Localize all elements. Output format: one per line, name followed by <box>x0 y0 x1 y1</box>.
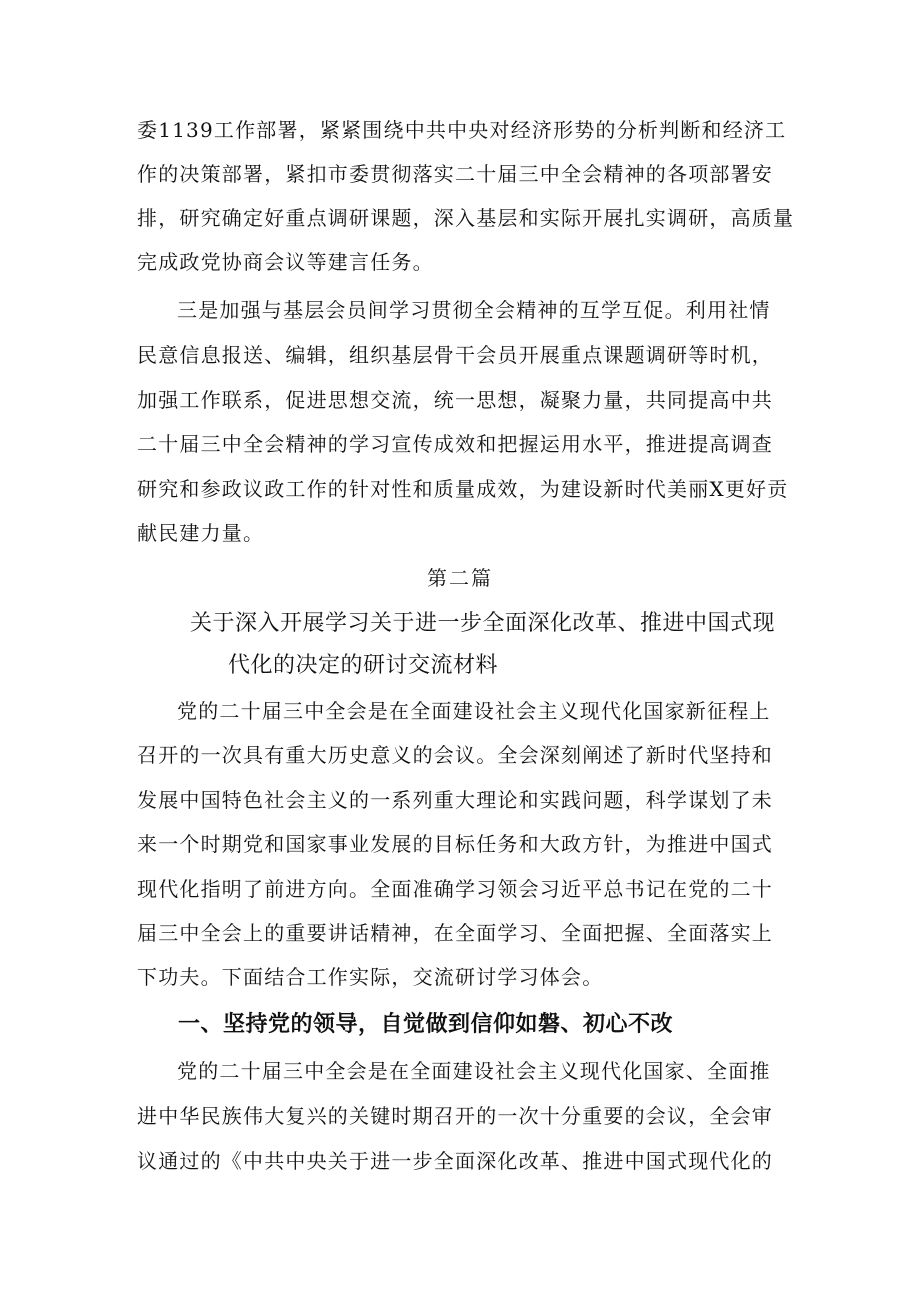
paragraph-line: 排，研究确定好重点调研课题，深入基层和实际开展扎实调研，高质量 <box>137 206 795 230</box>
paragraph-line: 完成政党协商会议等建言任务。 <box>137 250 434 274</box>
paragraph-line: 届三中全会上的重要讲话精神，在全面学习、全面把握、全面落实上 <box>137 921 773 945</box>
paragraph-line: 二十届三中全会精神的学习宣传成效和把握运用水平，推进提高调查 <box>137 432 773 456</box>
paragraph-line: 来一个时期党和国家事业发展的目标任务和大政方针，为推进中国式 <box>137 832 773 856</box>
paragraph-line: 研究和参政议政工作的针对性和质量成效，为建设新时代美丽X更好贡 <box>137 477 789 501</box>
paragraph-line: 召开的一次具有重大历史意义的会议。全会深刻阐述了新时代坚持和 <box>137 743 773 767</box>
paragraph-line: 委1139工作部署，紧紧围绕中共中央对经济形势的分析判断和经济工 <box>137 118 787 142</box>
paragraph-line: 下功夫。下面结合工作实际，交流研讨学习体会。 <box>137 965 604 989</box>
paragraph-line: 党的二十届三中全会是在全面建设社会主义现代化国家新征程上 <box>177 699 771 723</box>
paragraph-line: 民意信息报送、编辑，组织基层骨干会员开展重点课题调研等时机， <box>137 343 773 367</box>
paragraph-line: 议通过的《中共中央关于进一步全面深化改革、推进中国式现代化的 <box>137 1149 773 1173</box>
paragraph-line: 党的二十届三中全会是在全面建设社会主义现代化国家、全面推 <box>177 1059 771 1083</box>
section-heading: 一、坚持党的领导，自觉做到信仰如磐、初心不改 <box>178 1012 674 1037</box>
section-label: 第二篇 <box>427 566 493 590</box>
article-title-line-2: 代化的决定的研讨交流材料 <box>228 653 499 678</box>
paragraph-line: 加强工作联系，促进思想交流，统一思想，凝聚力量，共同提高中共 <box>137 388 773 412</box>
paragraph-line: 作的决策部署，紧扣市委贯彻落实二十届三中全会精神的各项部署安 <box>137 162 773 186</box>
paragraph-line: 三是加强与基层会员间学习贯彻全会精神的互学互促。利用社情 <box>177 298 771 322</box>
article-title-line-1: 关于深入开展学习关于进一步全面深化改革、推进中国式现 <box>190 611 776 636</box>
paragraph-line: 进中华民族伟大复兴的关键时期召开的一次十分重要的会议，全会审 <box>137 1104 773 1128</box>
paragraph-line: 现代化指明了前进方向。全面准确学习领会习近平总书记在党的二十 <box>137 877 773 901</box>
paragraph-line: 献民建力量。 <box>137 521 265 545</box>
paragraph-line: 发展中国特色社会主义的一系列重大理论和实践问题，科学谋划了未 <box>137 788 773 812</box>
